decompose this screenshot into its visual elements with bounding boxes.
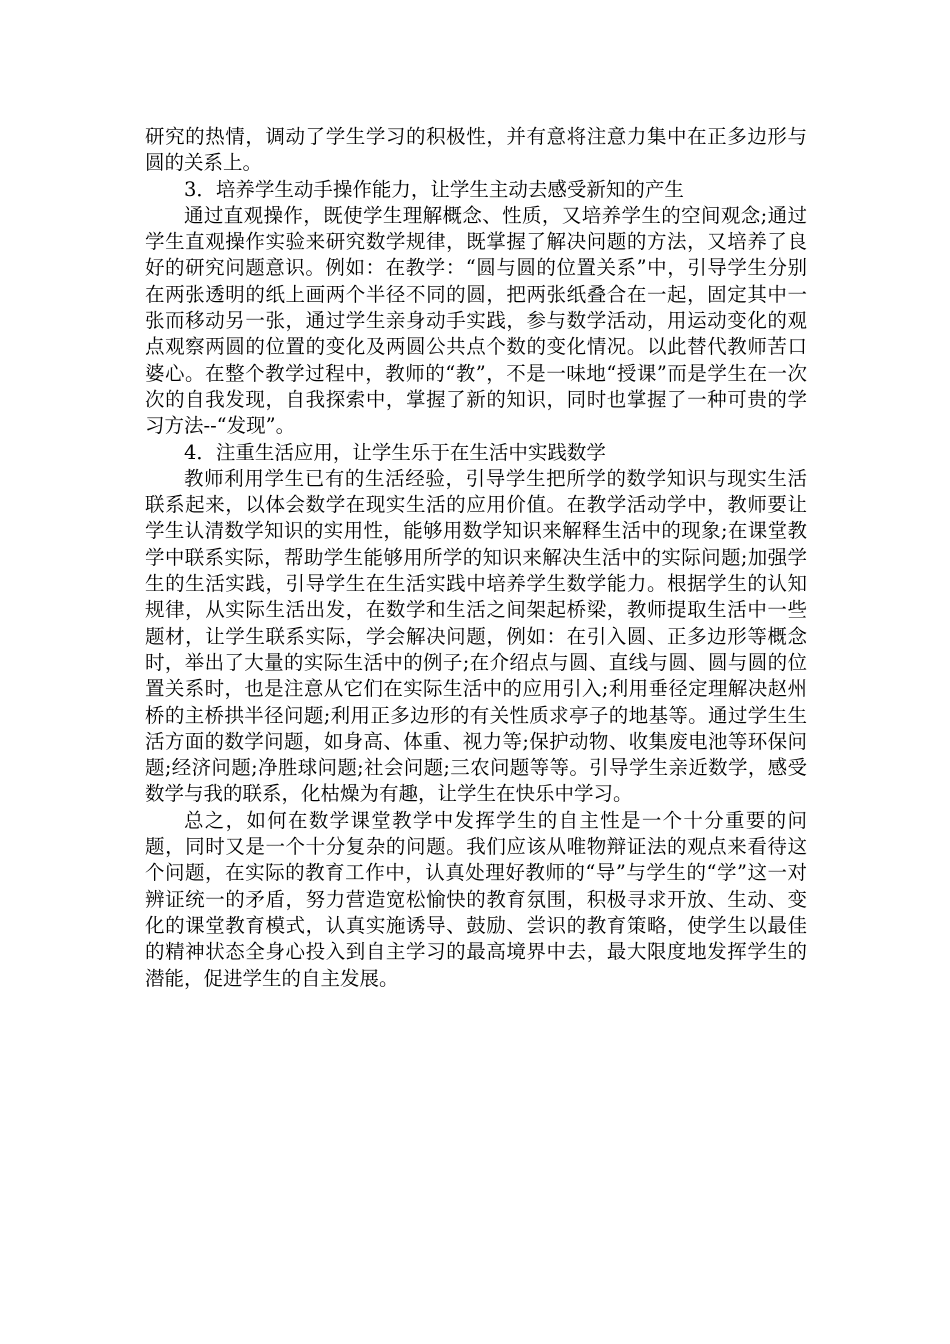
paragraph-conclusion: 总之，如何在数学课堂教学中发挥学生的自主性是一个十分重要的问题，同时又是一个十分复杂的问题。我们应该从唯物辩证法的观点来看待这个问题，在实际的教育工作中，认真处理好教师的“导”与学生的“学”这一对辨证统一的矛盾，努力营造宽松愉快的教育氛围，积极寻求开放、生动、变化的课堂教育模式，认真实施诱导、鼓励、尝识的教育策略，使学生以最佳的精神状态全身心投入到自主学习的最高境界中去，最大限度地发挥学生的潜能，促进学生的自主发展。 <box>145 808 807 990</box>
section-heading-3: 3．培养学生动手操作能力，让学生主动去感受新知的产生 <box>184 177 684 201</box>
section-heading-4: 4．注重生活应用，让学生乐于在生活中实践数学 <box>184 440 606 464</box>
document-page <box>145 124 807 992</box>
paragraph-life-application: 教师利用学生已有的生活经验，引导学生把所学的数学知识与现实生活联系起来，以体会数学在现实生活的应用价值。在教学活动学中，教师要让学生认清数学知识的实用性，能够用数学知识来解释生活中的现象;在课堂教学中联系实际，帮助学生能够用所学的知识来解决生活中的实际问题;加强学生的生活实践，引导学生在生活实践中培养学生数学能力。根据学生的认知规律，从实际生活出发，在数学和生活之间架起桥梁，教师提取生活中一些题材，让学生联系实际，学会解决问题，例如：在引入圆、正多边形等概念时，举出了大量的实际生活中的例子;在介绍点与圆、直线与圆、圆与圆的位置关系时，也是注意从它们在实际生活中的应用引入;利用垂径定理解决赵州桥的主桥拱半径问题;利用正多边形的有关性质求亭子的地基等。通过学生生活方面的数学问题，如身高、体重、视力等;保护动物、收集废电池等环保问题;经济问题;净胜球问题;社会问题;三农问题等等。引导学生亲近数学，感受数学与我的联系，化枯燥为有趣，让学生在快乐中学习。 <box>145 466 807 806</box>
paragraph-hands-on-operation: 通过直观操作，既使学生理解概念、性质，又培养学生的空间观念;通过学生直观操作实验来研究数学规律，既掌握了解决问题的方法，又培养了良好的研究问题意识。例如：在教学：“圆与圆的位置关系”中，引导学生分别在两张透明的纸上画两个半径不同的圆，把两张纸叠合在一起，固定其中一张而移动另一张，通过学生亲身动手实践，参与数学活动，用运动变化的观点观察两圆的位置的变化及两圆公共点个数的变化情况。以此替代教师苦口婆心。在整个教学过程中，教师的“教”，不是一味地“授课”而是学生在一次次的自我发现，自我探索中，掌握了新的知识，同时也掌握了一种可贵的学习方法--“发现”。 <box>145 203 807 438</box>
paragraph-continuation: 研究的热情，调动了学生学习的积极性，并有意将注意力集中在正多边形与圆的关系上。 <box>145 125 807 175</box>
